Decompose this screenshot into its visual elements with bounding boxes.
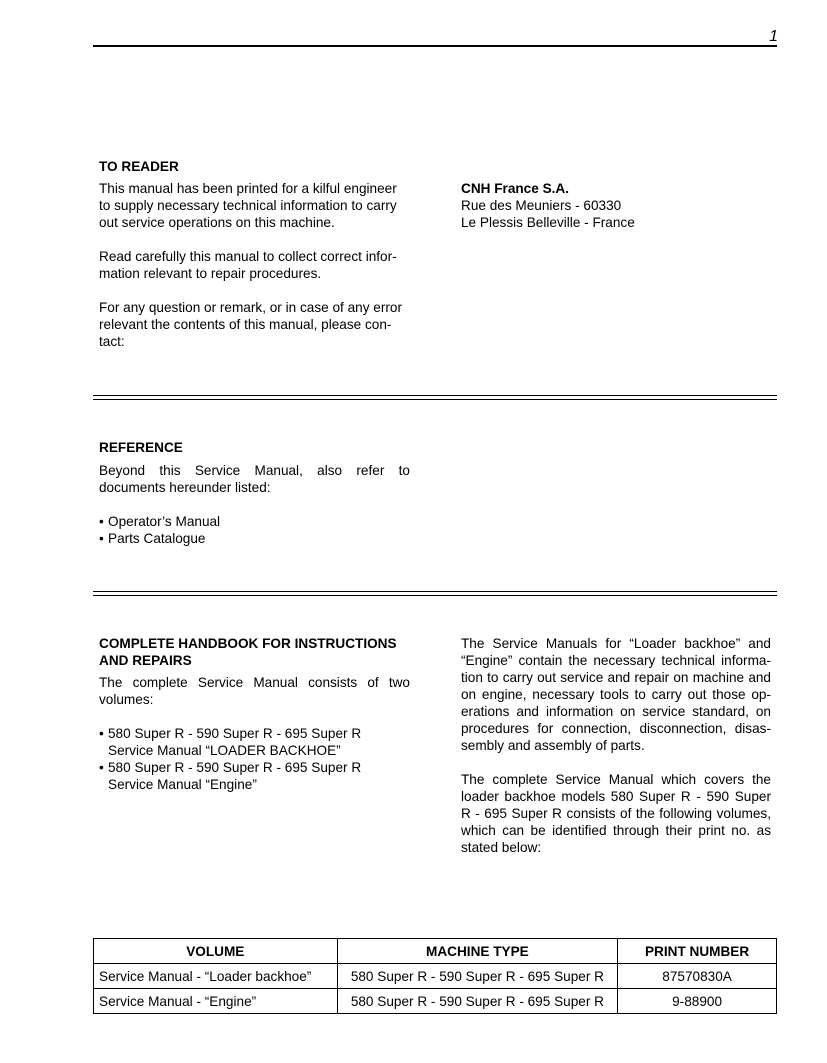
bullet-icon: •	[99, 726, 104, 741]
company-name: CNH France S.A.	[461, 181, 570, 196]
print-number-cell: 87570830A	[618, 964, 777, 989]
print-number-cell: 9-88900	[618, 989, 777, 1014]
reference-heading: REFERENCE	[99, 440, 183, 455]
page-number: 1	[769, 28, 778, 45]
list-item: • 580 Super R - 590 Super R - 695 Super R Service Manual “Engine”	[99, 760, 362, 792]
reference-section	[99, 439, 410, 547]
table-row	[94, 964, 777, 989]
text-line: tact:	[99, 334, 125, 349]
handbook-intro	[99, 674, 410, 708]
reference-intro	[99, 462, 410, 496]
text-line: Beyond this Service Manual, also refer to	[99, 463, 410, 478]
bullet-icon: •	[99, 531, 104, 546]
column-header-volume: VOLUME	[94, 939, 338, 964]
text-line: out service operations on this machine.	[99, 215, 335, 230]
list-item: • Parts Catalogue	[99, 531, 206, 546]
column-header-machine-type: MACHINE TYPE	[337, 939, 618, 964]
volume-cell: Service Manual - “Engine”	[94, 989, 338, 1014]
text-line: volumes:	[99, 692, 154, 707]
list-item: • Operator’s Manual	[99, 514, 221, 529]
text-line: documents hereunder listed:	[99, 480, 271, 495]
volumes-table	[93, 938, 777, 1014]
machine-type-cell: 580 Super R - 590 Super R - 695 Super R	[337, 964, 618, 989]
text-line: For any question or remark, or in case of any error	[99, 300, 402, 315]
machine-type-cell: 580 Super R - 590 Super R - 695 Super R	[337, 989, 618, 1014]
handbook-description	[461, 635, 771, 856]
to-reader-paragraph-3	[99, 299, 410, 350]
volume-cell: Service Manual - “Loader backhoe”	[94, 964, 338, 989]
section-divider	[93, 591, 777, 596]
to-reader-paragraph-2	[99, 248, 410, 282]
handbook-paragraph-1: The Service Manuals for “Loader backhoe” and “Engine” contain the necessary technical informa- tion to carry out service and repair on machine and on engine, necessary tools to carry out those op- erations and information on service standard, on procedures for connection, disconnection, disas- sembly and assembly of parts.	[461, 636, 771, 753]
text-line: The complete Service Manual consists of two	[99, 675, 410, 690]
handbook-heading: COMPLETE HANDBOOK FOR INSTRUCTIONS AND REPAIRS	[99, 636, 397, 668]
to-reader-section	[99, 158, 410, 350]
street-address: Rue des Meuniers - 60330	[461, 198, 622, 213]
text-line: relevant the contents of this manual, please con-	[99, 317, 392, 332]
text-line: to supply necessary technical information to carry	[99, 198, 397, 213]
text-line: Read carefully this manual to collect correct infor-	[99, 249, 397, 264]
bullet-icon: •	[99, 514, 104, 529]
city-address: Le Plessis Belleville - France	[461, 215, 635, 230]
section-divider	[93, 395, 777, 400]
contact-address	[461, 180, 777, 231]
to-reader-paragraph-1	[99, 180, 410, 231]
table-row	[94, 989, 777, 1014]
list-item: • 580 Super R - 590 Super R - 695 Super R Service Manual “LOADER BACKHOE”	[99, 726, 362, 758]
column-header-print-number: PRINT NUMBER	[618, 939, 777, 964]
handbook-paragraph-2: The complete Service Manual which covers the loader backhoe models 580 Super R - 590 Super R - 695 Super R consists of the following volumes, which can be identified through their print no. as stated below:	[461, 772, 771, 855]
to-reader-heading: TO READER	[99, 159, 179, 174]
bullet-icon: •	[99, 760, 104, 775]
text-line: This manual has been printed for a kilful engineer	[99, 181, 397, 196]
table-header-row	[94, 939, 777, 964]
handbook-section	[99, 635, 410, 793]
top-rule	[93, 45, 777, 47]
text-line: mation relevant to repair procedures.	[99, 266, 322, 281]
